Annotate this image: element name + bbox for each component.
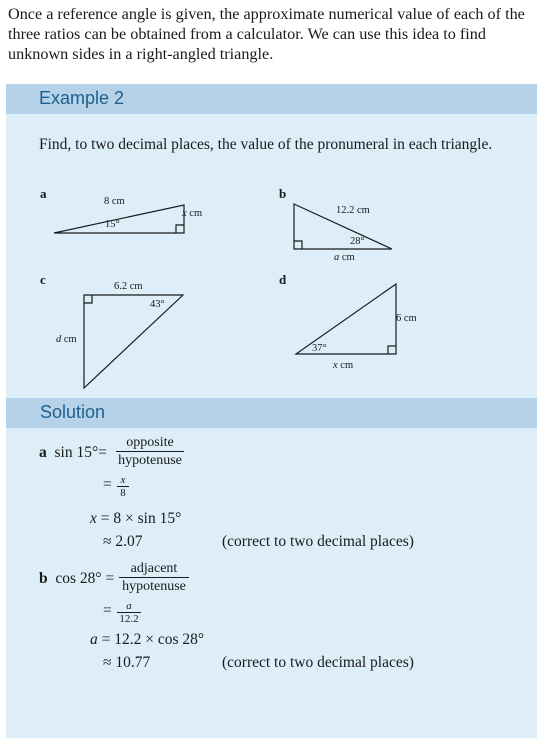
solution-b-equals-2: = <box>103 602 112 619</box>
triangle-d-side: 6 cm <box>396 313 417 324</box>
triangle-d <box>296 284 396 354</box>
triangle-a-label: a <box>40 186 47 201</box>
solution-header <box>6 398 537 428</box>
solution-b-result: ≈ 10.77 <box>103 654 151 671</box>
intro-paragraph: Once a reference angle is given, the approximate numerical value of each of the three ratios can be obtained from a calculator. We can use this idea to find unknown sides in a right-angled triangle. <box>8 5 525 63</box>
triangle-d-label: d <box>279 272 287 287</box>
solution-b-substitution: $\frac{a}{12.2}$ <box>117 600 141 625</box>
right-angle-mark-b <box>294 241 302 249</box>
triangle-a-side: x cm <box>182 208 203 219</box>
solution-a-substitution: $\frac{x}{8}$ <box>117 474 129 499</box>
solution-a-note: (correct to two decimal places) <box>222 533 414 550</box>
triangle-d-angle: 37° <box>312 343 327 354</box>
solution-b-label: b <box>39 570 48 587</box>
triangle-a-angle: 15° <box>105 219 120 230</box>
solution-a-rearranged: x = 8 × sin 15° <box>90 510 182 527</box>
triangle-c-label: c <box>40 272 46 287</box>
triangle-c-side: d cm <box>56 334 77 345</box>
right-angle-mark-a <box>176 225 184 233</box>
solution-a-label: a <box>39 444 47 461</box>
example-question: Find, to two decimal places, the value of the pronumeral in each triangle. <box>39 136 493 153</box>
triangle-d-base: x cm <box>333 360 354 371</box>
example-box <box>6 84 537 738</box>
triangle-c-top-side: 6.2 cm <box>114 281 143 292</box>
triangle-b-hypotenuse: 12.2 cm <box>336 205 370 216</box>
triangle-c <box>84 295 183 388</box>
triangle-c-angle: 43° <box>150 299 165 310</box>
solution-a-lhs: a sin 15°= <box>39 444 107 461</box>
example-title: Example 2 <box>39 88 125 108</box>
solution-a-equals-2: = <box>103 476 112 493</box>
solution-title: Solution <box>40 402 106 422</box>
right-angle-mark-d <box>388 346 396 354</box>
solution-b-lhs: b cos 28° = <box>39 570 115 587</box>
right-angle-mark-c <box>84 295 92 303</box>
triangle-b-label: b <box>279 186 287 201</box>
triangle-b-angle: 28° <box>350 236 365 247</box>
solution-b-rearranged: a = 12.2 × cos 28° <box>90 631 205 648</box>
solution-b-note: (correct to two decimal places) <box>222 654 414 671</box>
triangle-b-side: a cm <box>334 252 355 263</box>
triangle-a-hypotenuse: 8 cm <box>104 196 125 207</box>
solution-a-result: ≈ 2.07 <box>103 533 143 550</box>
solution-a-ratio-fraction: opposite hypotenuse <box>116 434 184 469</box>
solution-b-ratio-fraction: adjacent hypotenuse <box>119 560 189 595</box>
